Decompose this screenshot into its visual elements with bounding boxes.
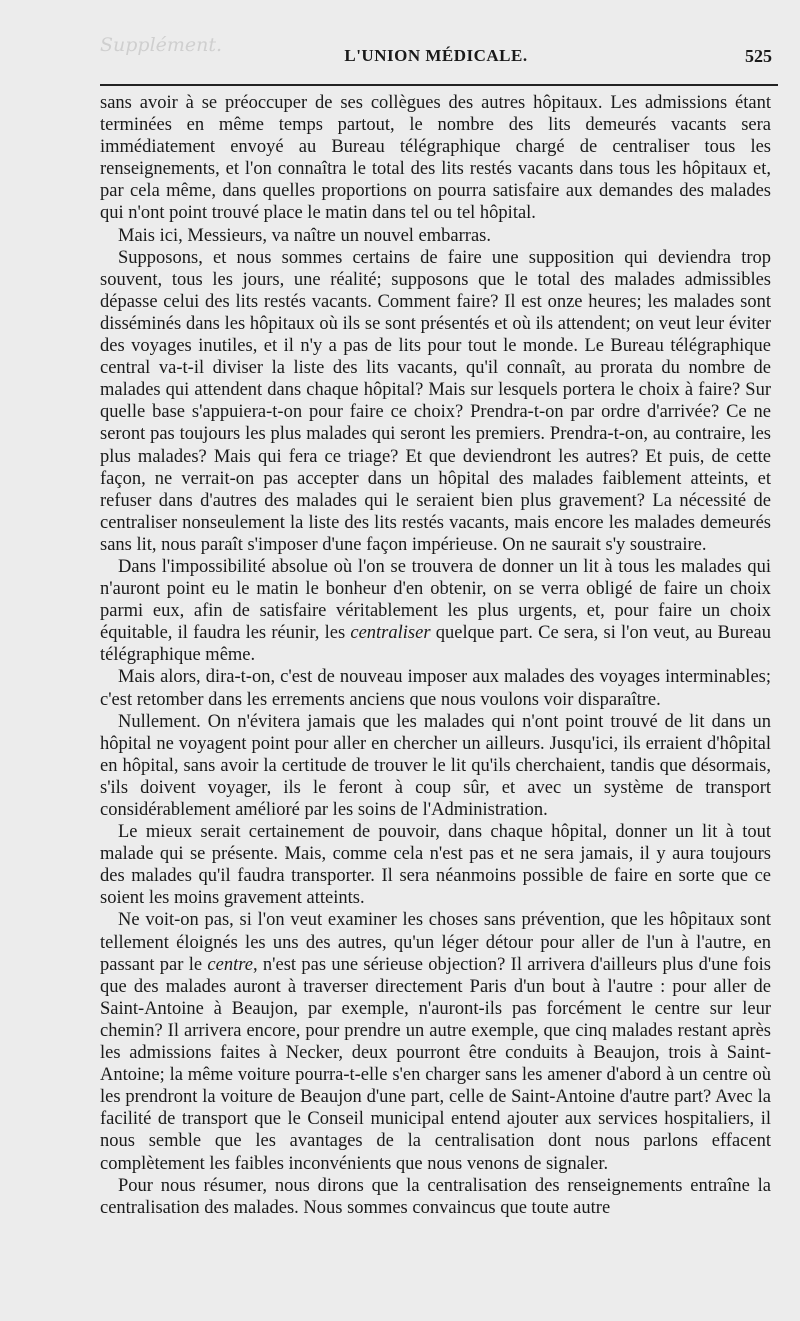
text-run: Ne voit-on pas, si l'on veut examiner les choses sans prévention, que les hôpitaux sont tellement éloignés les uns des autres, qu'un léger détour pour aller de l'un à l'autre, en passant par le [100,910,771,975]
italic-word: centre [207,954,253,975]
paragraph [100,556,771,666]
page-number: 525 [745,46,772,66]
text-run: Dans l'impossibilité absolue où l'on se trouvera de donner un lit à tous les malades qui n'auront point eu le matin le bonheur d'en obtenir, on se verra obligé de faire un choix parmi eux, afin de satisfaire véritablement les plus urgents, et, pour faire un choix équitable, il faudra les réunir, les [100,556,771,644]
bleed-through-text: Supplément. [100,34,223,56]
paragraph: Mais ici, Messieurs, va naître un nouvel embarras. [118,225,491,246]
body-text [100,92,771,1219]
paragraph: Nullement. On n'évitera jamais que les malades qui n'ont point trouvé de lit dans un hôpital ne voyagent point pour aller en chercher un ailleurs. Jusqu'ici, ils erraient d'hôpital en hôpital, sans avoir la certitude de trouver le lit qu'ils cherchaient, tandis que désormais, s'ils doivent voyager, ils le feront à coup sûr, et avec un système de transport considérablement amélioré par les soins de l'Administration. [100,711,771,820]
header-rule [100,84,778,86]
paragraph: Le mieux serait certainement de pouvoir, dans chaque hôpital, donner un lit à tout malade qui se présente. Mais, comme cela n'est pas et ne sera jamais, il y aura toujours des malades qu'il faudra transporter. Il sera néanmoins possible de faire en sorte que ce soient les moins gravement atteints. [100,822,771,909]
paragraph: Pour nous résumer, nous dirons que la centralisation des renseignements entraîne la centralisation des malades. Nous sommes convaincus que toute autre [100,1175,771,1218]
text-run: , n'est pas une sérieuse objection? Il arrivera d'ailleurs plus d'une fois que des malades auront à traverser directement Paris d'un bout à l'autre : pour aller de Saint-Antoine à Beaujon, par exemple, n'auront-ils pas forcément le centre sur leur chemin? Il arrivera encore, pour prendre un autre exemple, que cinq malades restant après les admissions faites à Necker, deux pourront être conduits à Beaujon, trois à Saint-Antoine; la même voiture pourra-t-elle s'en charger sans les amener d'abord à un centre où les prendront la voiture de Beaujon d'une part, celle de Saint-Antoine d'autre part? Avec la facilité de transport que le Conseil municipal entend ajouter aux services hospitaliers, il nous semble que les avantages de la centralisation dont nous parlons effacent complètement les faibles inconvénients que nous venons de signaler. [100,954,772,1174]
paragraph: Mais alors, dira-t-on, c'est de nouveau imposer aux malades des voyages interminables; c'est retomber dans les errements anciens que nous voulons voir disparaître. [100,667,771,710]
paragraph: sans avoir à se préoccuper de ses collègues des autres hôpitaux. Les admissions étant terminées en même temps partout, le nombre des lits demeurés vacants sera immédiatement envoyé au Bureau télégraphique chargé de centraliser tous les renseignements, et l'on connaîtra le total des lits restés vacants dans tous les hôpitaux et, par cela même, dans quelles proportions on pourra satisfaire aux demandes des malades qui n'ont point trouvé place le matin dans tel ou tel hôpital. [100,93,771,224]
text-run: quelque part. Ce sera, si l'on veut, au Bureau télégraphique même. [100,623,772,666]
journal-title: L'UNION MÉDICALE. [344,46,528,65]
paragraph [100,909,771,1174]
italic-word: centraliser [350,623,431,644]
running-header [100,46,772,74]
paragraph: Supposons, et nous sommes certains de faire une supposition qui deviendra trop souvent, tous les jours, une réalité; supposons que le total des malades admissibles dépasse celui des lits restés vacants. Comment faire? Il est onze heures; les malades sont disséminés dans les hôpitaux où ils se sont présentés et où ils attendent; on veut leur éviter des voyages inutiles, et il n'y a pas de lits pour tout le monde. Le Bureau télégraphique central va-t-il diviser la liste des lits vacants, qu'il connaît, au prorata du nombre de malades qui attendent dans chaque hôpital? Mais sur lesquels portera le choix à faire? Sur quelle base s'appuiera-t-on pour faire ce choix? Prendra-t-on par ordre d'arrivée? Ce ne seront pas toujours les plus malades qui seront les premiers. Prendra-t-on, au contraire, les plus malades? Mais qui fera ce triage? Et que deviendront les autres? Et puis, de cette façon, ne verrait-on pas accepter dans un hôpital des malades faiblement atteints, et refuser dans d'autres des malades qui le seraient bien plus gravement? La nécessité de centraliser nonseulement la liste des lits restés vacants, mais encore les malades demeurés sans lit, nous paraît s'imposer d'une façon impérieuse. On ne saurait s'y soustraire. [100,247,771,555]
